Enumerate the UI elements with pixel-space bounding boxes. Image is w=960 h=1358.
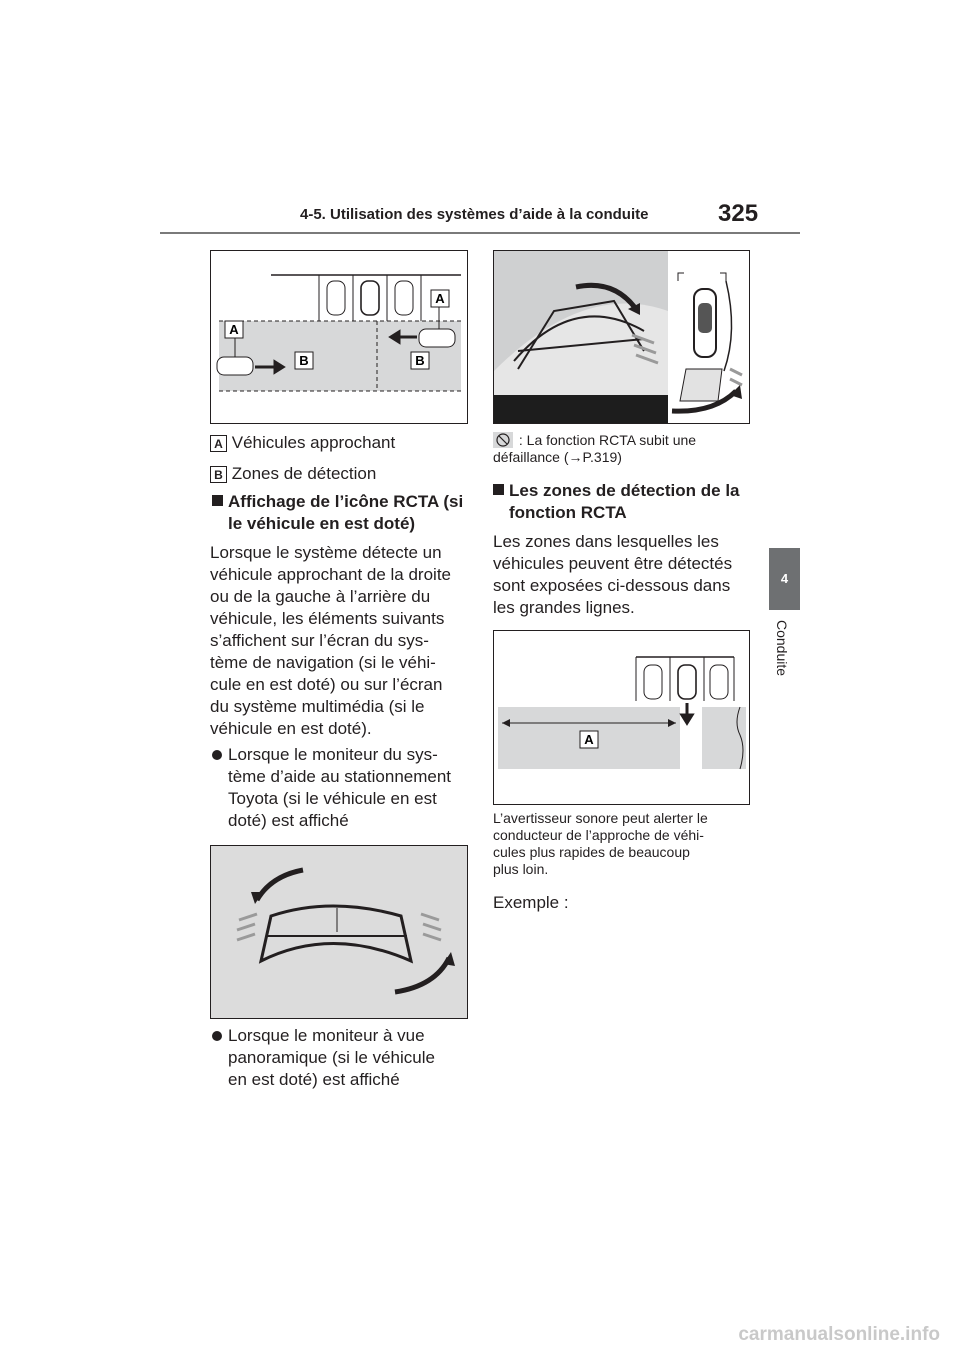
caption-line: L’avertisseur sonore peut alerter le [493, 810, 708, 826]
rear-camera-diagram [211, 846, 467, 1018]
para-line: du système multimédia (si le [210, 697, 425, 716]
fig1-label-a-left: A [229, 322, 239, 337]
para-line: ou de la gauche à l’arrière du [210, 587, 431, 606]
para-line: tème de navigation (si le véhi- [210, 653, 436, 672]
watermark: carmanualsonline.info [738, 1324, 940, 1345]
heading-detection-zones [493, 480, 753, 522]
para-line: les grandes lignes. [493, 598, 635, 617]
panoramic-diagram [494, 251, 749, 423]
bullet-panoramic [212, 1025, 472, 1091]
sound-caption [493, 810, 708, 878]
bullet-line: Lorsque le moniteur du sys- [228, 745, 438, 764]
bullet-line: Lorsque le moniteur à vue [228, 1026, 425, 1045]
figure-rear-camera [210, 845, 468, 1019]
bullet-parking-assist [212, 744, 472, 832]
legend-b-text: Zones de détection [231, 464, 377, 483]
fig3-label-a: A [584, 732, 594, 747]
bullet-dot [212, 1031, 222, 1041]
legend-a-text: Véhicules approchant [231, 433, 396, 452]
para-line: cule en est doté) ou sur l’écran [210, 675, 443, 694]
para-line: Les zones dans lesquelles les [493, 532, 719, 551]
legend-a [210, 432, 395, 454]
range-diagram [494, 631, 749, 804]
fig1-label-b-right: B [415, 353, 425, 368]
bullet-line: panoramique (si le véhicule [228, 1048, 435, 1067]
fig1-label-a-right: A [435, 291, 445, 306]
legend-a-marker: A [210, 435, 227, 452]
para-line: véhicule, les éléments suivants [210, 609, 445, 628]
figure-detection-zones [210, 250, 468, 424]
caption-line: cules plus rapides de beaucoup [493, 844, 690, 860]
legend-b-marker: B [210, 466, 227, 483]
malfunction-note [493, 432, 696, 466]
heading-square-icon [212, 495, 223, 506]
heading-rcta-icon [212, 491, 472, 533]
heading-detection-zones-text: Les zones de détection de la fonction RCTA [509, 481, 740, 522]
para-line: sont exposées ci-dessous dans [493, 576, 731, 595]
section-title: 4-5. Utilisation des systèmes d’aide à la conduite [300, 206, 649, 223]
bullet-line: en est doté) est affiché [228, 1070, 400, 1089]
malfunction-icon [493, 432, 513, 448]
example-label: Exemple : [493, 893, 569, 912]
para-line: véhicule en est doté). [210, 719, 372, 738]
heading-rcta-icon-text: Affichage de l’icône RCTA (si le véhicule en est doté) [228, 492, 464, 533]
para-line: Lorsque le système détecte un [210, 543, 442, 562]
para-line: véhicules peuvent être détectés [493, 554, 733, 573]
parking-diagram [211, 251, 467, 423]
legend-b [210, 463, 376, 485]
para-line: véhicule approchant de la droite [210, 565, 451, 584]
para-line: s’affichent sur l’écran du sys- [210, 631, 429, 650]
malfunction-note-line2: défaillance (→P.319) [493, 449, 622, 465]
page-number: 325 [718, 200, 759, 227]
right-paragraph [493, 531, 732, 619]
bullet-dot [212, 750, 222, 760]
fig1-label-b-left: B [299, 353, 309, 368]
heading-square-icon [493, 484, 504, 495]
bullet-line: doté) est affiché [228, 811, 349, 830]
figure-panoramic-view [493, 250, 750, 424]
malfunction-note-line1: : La fonction RCTA subit une [518, 432, 697, 448]
bullet-line: tème d’aide au stationnement [228, 767, 452, 786]
caption-line: conducteur de l’approche de véhi- [493, 827, 704, 843]
bullet-line: Toyota (si le véhicule en est [228, 789, 437, 808]
chapter-tab: 4 [769, 548, 800, 610]
header-rule [160, 232, 800, 234]
caption-line: plus loin. [493, 861, 549, 877]
left-paragraph [210, 542, 451, 740]
figure-detection-range [493, 630, 750, 805]
